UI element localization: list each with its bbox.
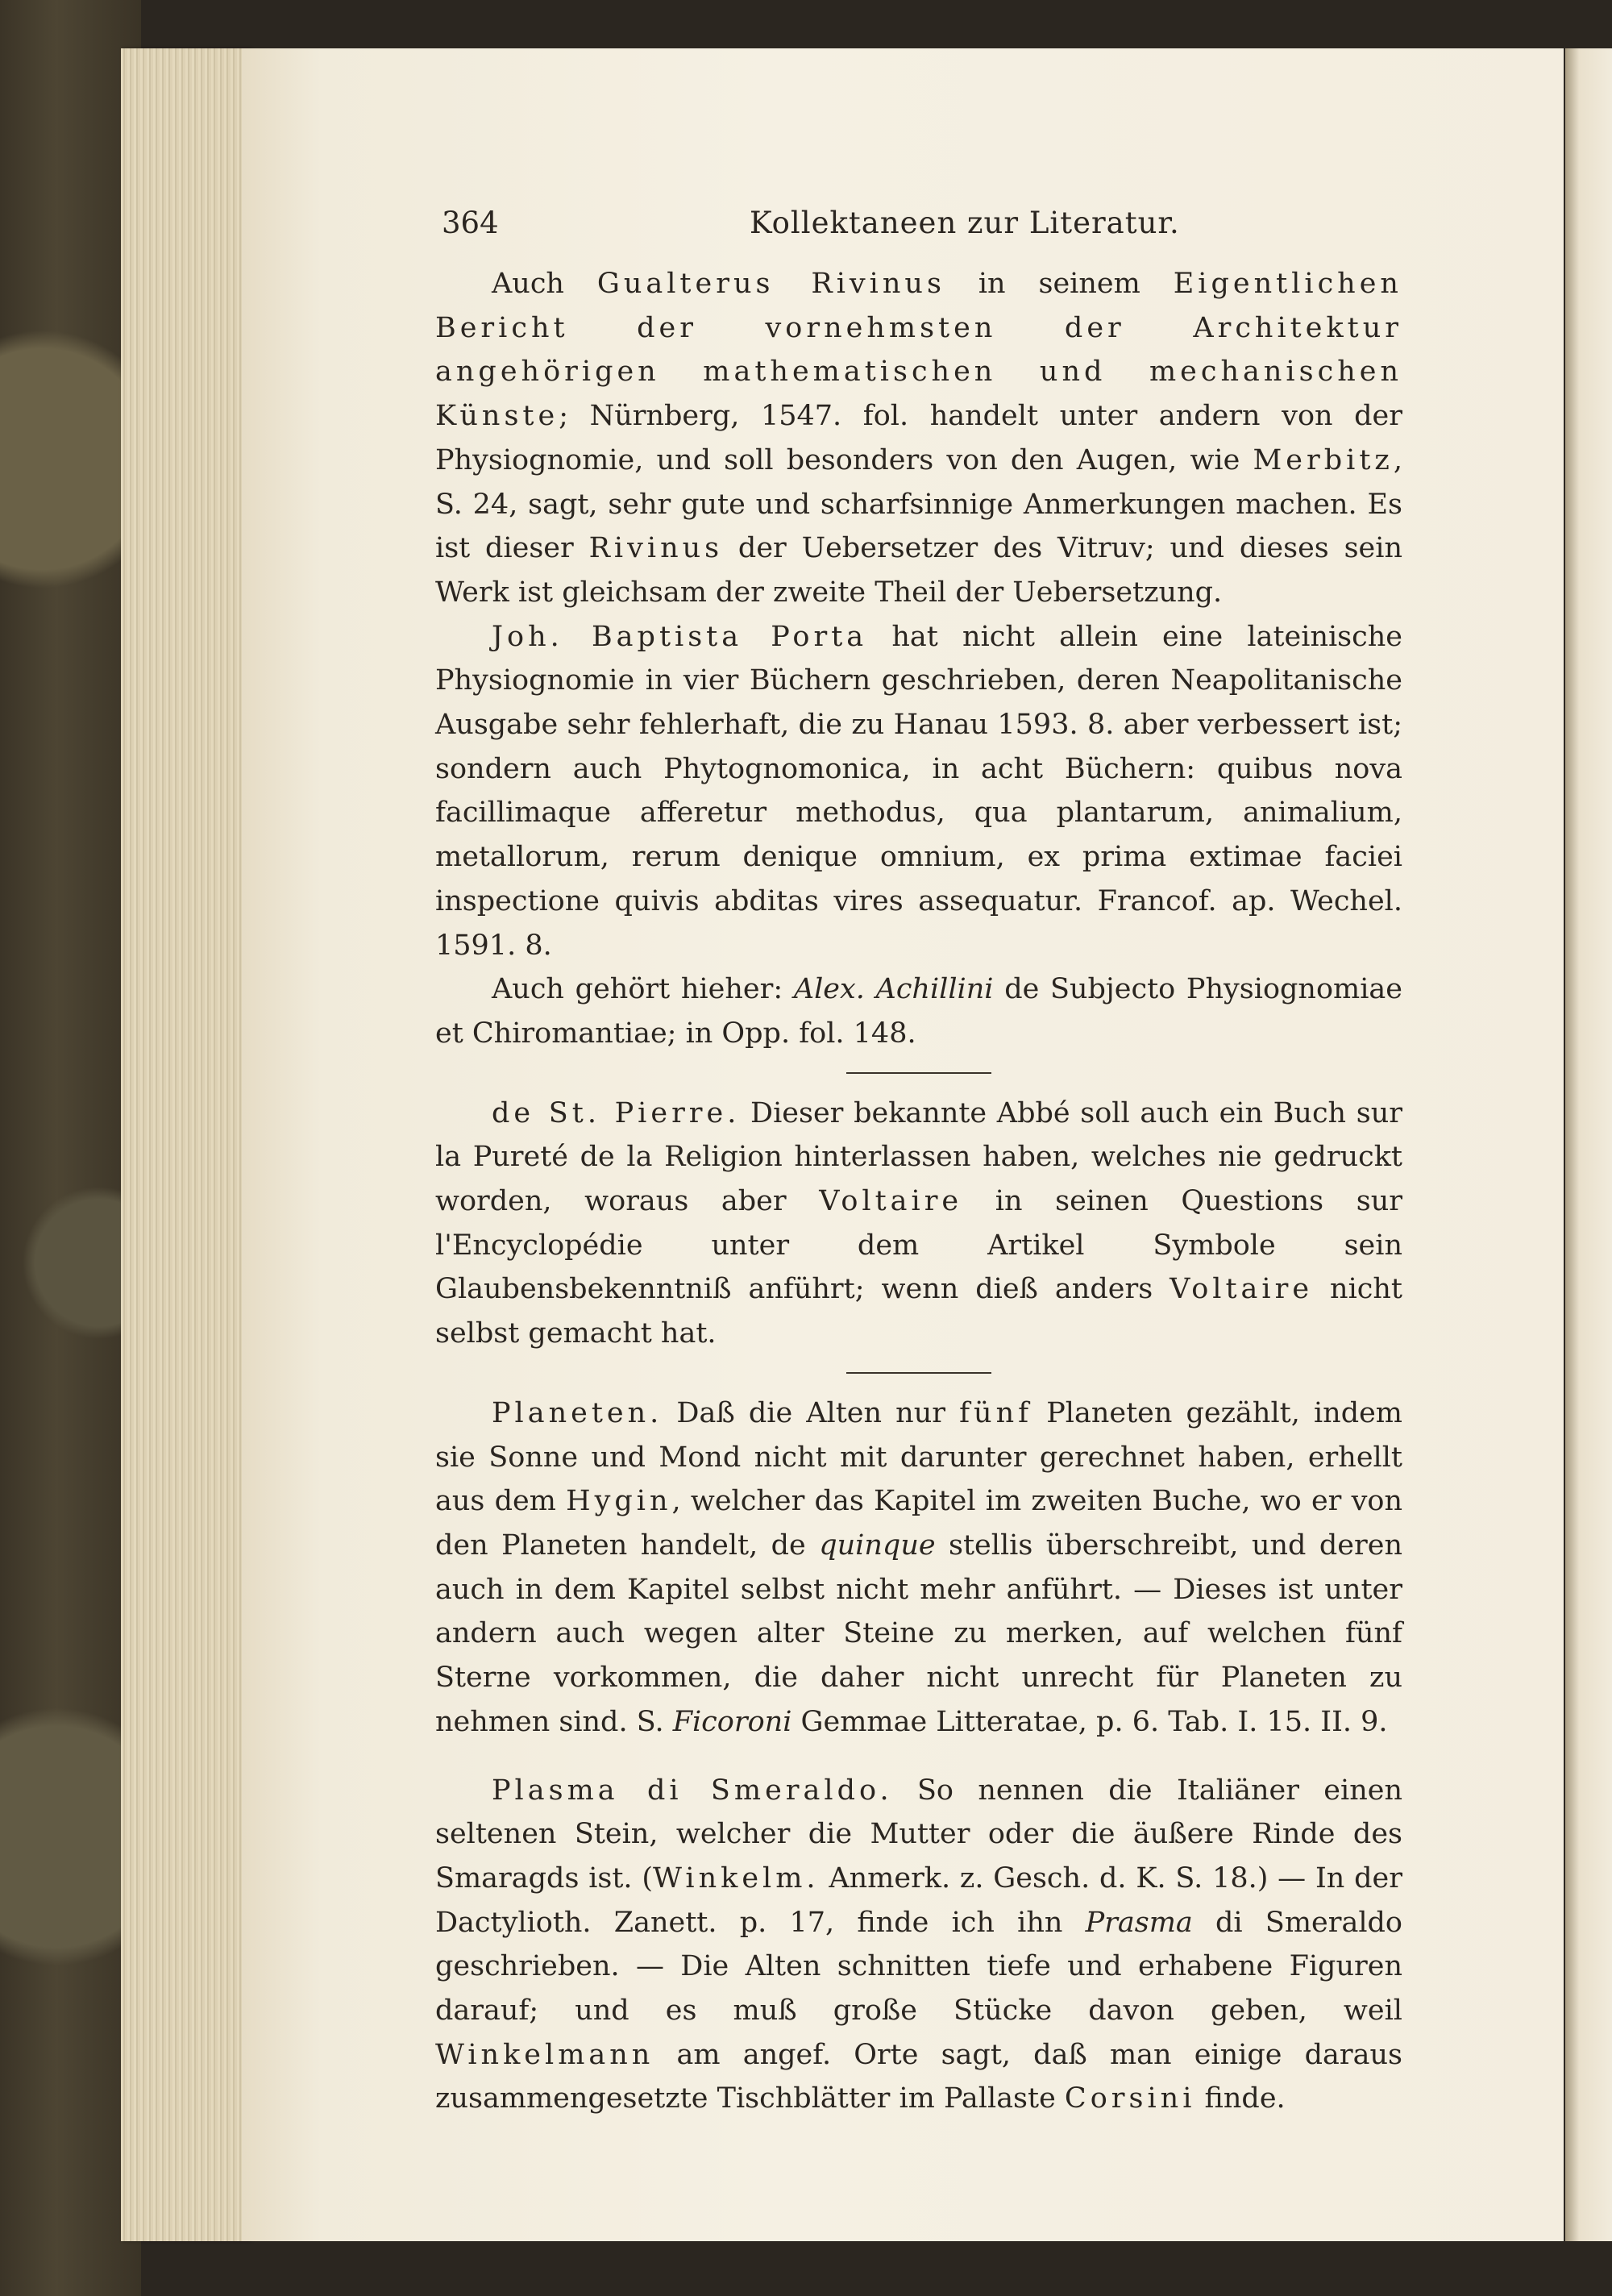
italic-name: Alex. Achillini	[793, 973, 994, 1006]
page-stack-edge	[121, 48, 250, 2241]
spaced-title: Eigentlichen Bericht der vornehmsten der Architektur angehörigen mathematischen und mechanischen Künste	[435, 268, 1402, 433]
running-title: Kollektaneen zur Literatur.	[750, 206, 1180, 240]
spaced-name: Corsini	[1064, 2082, 1196, 2115]
spaced-word: fünf	[959, 1396, 1033, 1429]
spaced-name: Merbitz	[1253, 443, 1394, 476]
book-cover-edge	[0, 0, 141, 2296]
section-divider	[846, 1072, 991, 1074]
spaced-name: Hygin	[566, 1485, 672, 1518]
running-head	[435, 206, 1402, 262]
entry-plasma: Plasma di Smeraldo. So nennen die Italiäner einen seltenen Stein, welcher die Mutter oder die äußere Rinde des Smaragds ist. (Winkelm. Anmerk. z. Gesch. d. K. S. 18.) — In der Dactylioth. Zanett. p. 17, finde ich ihn Prasma di Smeraldo geschrieben. — Die Alten schnitten tiefe und erhabene Figuren darauf; und es muß große Stücke davon geben, weil Winkelmann am angef. Orte sagt, daß man einige daraus zusammengesetzte Tischblätter im Pallaste Corsini finde.	[435, 1774, 1403, 2115]
italic-name: Ficoroni	[672, 1705, 792, 1738]
section-gap	[435, 1745, 1402, 1769]
section-divider	[846, 1372, 991, 1374]
entry-rivinus: Auch Gualterus Rivinus in seinem Eigentlichen Bericht der vornehmsten der Architektur angehörigen mathematischen und mechanischen Künste; Nürnberg, 1547. fol. handelt unter andern von der Physiognomie, und soll besonders von den Augen, wie Merbitz, S. 24, sagt, sehr gute und scharfsinnige Anmerkungen machen. Es ist dieser Rivinus der Uebersetzer des Vitruv; und dieses sein Werk ist gleichsam der zweite Theil der Uebersetzung.	[435, 268, 1402, 609]
spaced-name: Winkelm.	[653, 1861, 820, 1895]
spaced-name: Rivinus	[588, 532, 724, 565]
spaced-name: Joh. Baptista Porta	[492, 620, 868, 653]
entry-lemma: de St. Pierre.	[492, 1096, 741, 1129]
page-number: 364	[442, 206, 499, 240]
entry-porta: Joh. Baptista Porta hat nicht allein eine lateinische Physiognomie in vier Büchern geschrieben, deren Neapolitanische Ausgabe sehr fehlerhaft, die zu Hanau 1593. 8. aber verbessert ist; sondern auch Phytognomonica, in acht Büchern: quibus nova facillimaque afferetur methodus, qua plantarum, animalium, metallorum, rerum denique omnium, ex prima extimae faciei inspectione quivis abditas vires assequatur. Francof. ap. Wechel. 1591. 8.	[435, 620, 1403, 962]
entry-achillini: Auch gehört hieher: Alex. Achillini de Subjecto Physiognomiae et Chiromantiae; in Opp. fol. 148.	[435, 973, 1403, 1050]
entry-st-pierre: de St. Pierre. Dieser bekannte Abbé soll auch ein Buch sur la Pureté de la Religion hinterlassen haben, welches nie gedruckt worden, woraus aber Voltaire in seinen Questions sur l'Encyclopédie unter dem Artikel Symbole sein Glaubensbekenntniß anführt; wenn dieß anders Voltaire nicht selbst gemacht hat.	[435, 1096, 1402, 1350]
italic-word: Prasma	[1085, 1906, 1193, 1939]
spaced-name: Winkelmann	[435, 2038, 654, 2071]
entry-planeten: Planeten. Daß die Alten nur fünf Planeten gezählt, indem sie Sonne und Mond nicht mit darunter gerechnet haben, erhellt aus dem Hygin, welcher das Kapitel im zweiten Buche, wo er von den Planeten handelt, de quinque stellis überschreibt, und deren auch in dem Kapitel selbst nicht mehr anführt. — Dieses ist unter andern auch wegen alter Steine zu merken, auf welchen fünf Sterne vorkommen, die daher nicht unrecht für Planeten zu nehmen sind. S. Ficoroni Gemmae Litteratae, p. 6. Tab. I. 15. II. 9.	[435, 1396, 1402, 1738]
facing-page-edge	[1565, 48, 1612, 2241]
spaced-name: Gualterus Rivinus	[596, 268, 945, 300]
entry-lemma: Plasma di Smeraldo.	[492, 1774, 893, 1807]
text-block	[435, 206, 1402, 2121]
entry-lemma: Planeten.	[492, 1396, 663, 1429]
italic-word: quinque	[819, 1529, 936, 1562]
spaced-name: Voltaire	[819, 1185, 963, 1218]
spaced-name: Voltaire	[1170, 1273, 1314, 1306]
